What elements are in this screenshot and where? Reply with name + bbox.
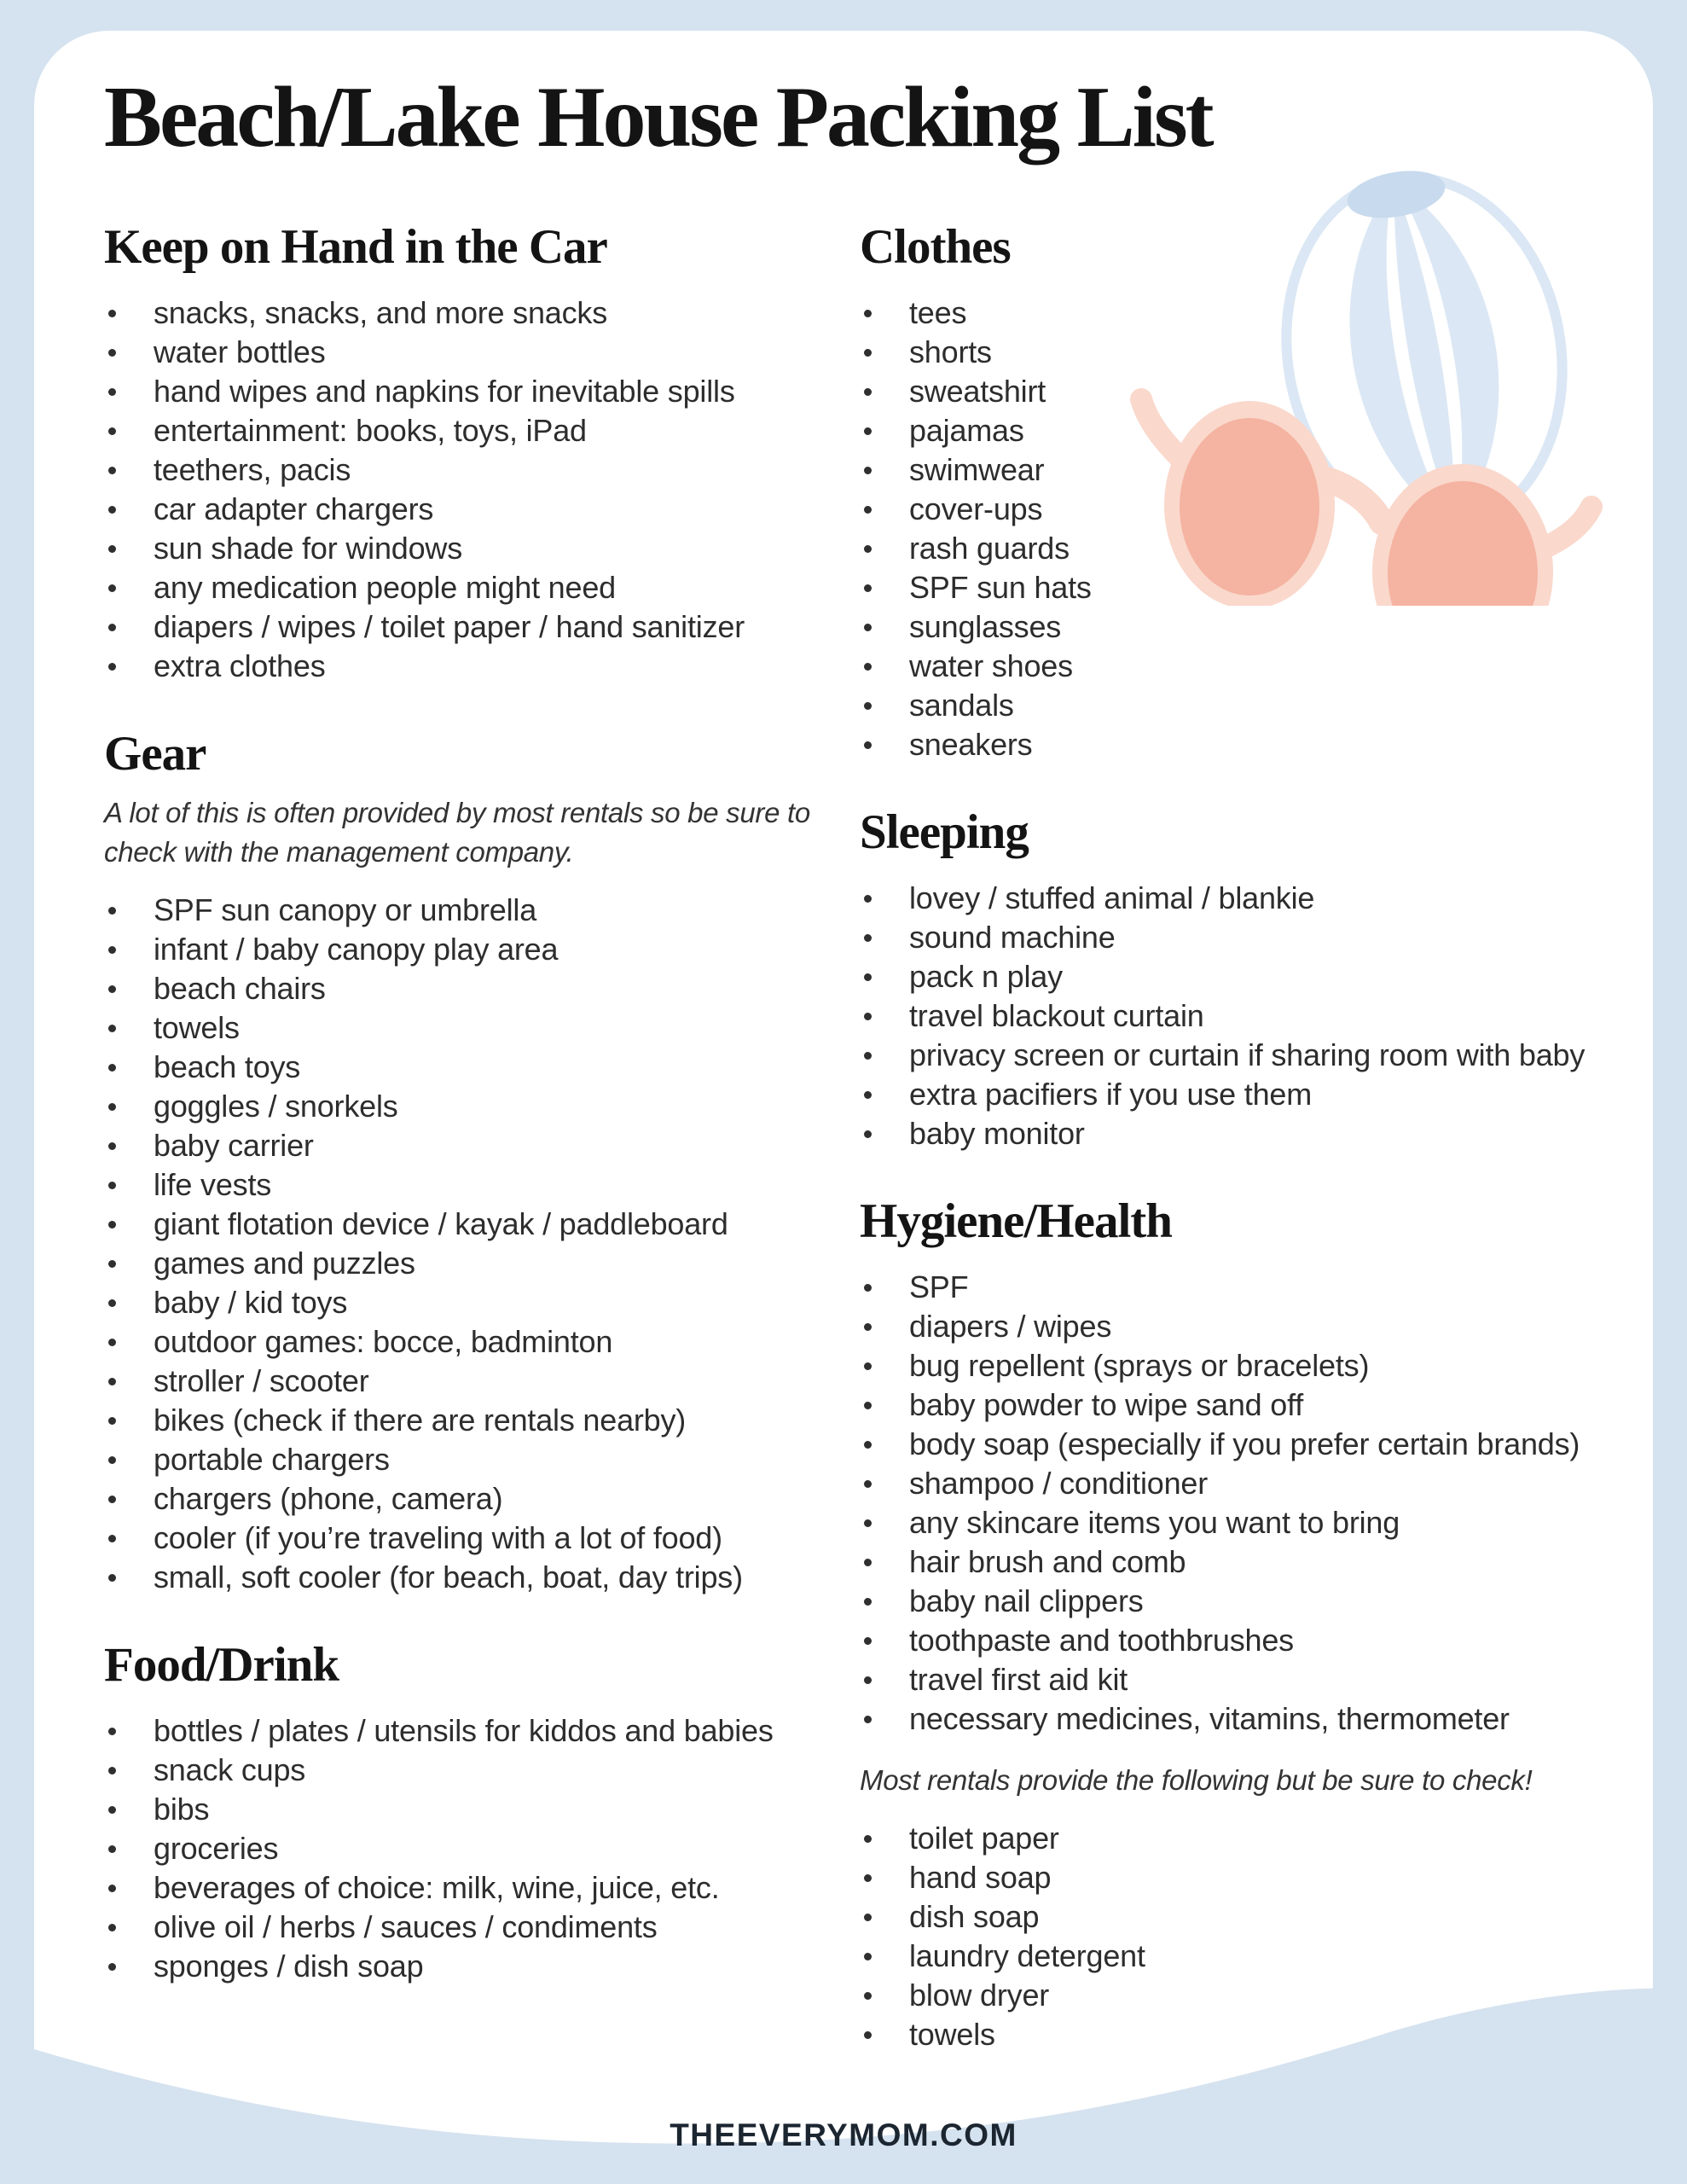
list-item: [104, 969, 844, 1008]
list-item: [860, 1036, 1636, 1075]
bullet-icon: [108, 427, 116, 435]
list-item-text: infant / baby canopy play area: [154, 932, 559, 967]
list-item-text: water bottles: [154, 334, 326, 369]
bullet-icon: [864, 624, 872, 631]
list-item: [104, 1126, 844, 1165]
bullet-icon: [864, 1284, 872, 1292]
bullet-icon: [864, 1559, 872, 1566]
bullet-icon: [108, 1221, 116, 1228]
list-item-text: shorts: [909, 334, 992, 369]
list-item-text: toothpaste and toothbrushes: [909, 1623, 1294, 1658]
page-title: Beach/Lake House Packing List: [104, 69, 1212, 166]
list-item: [860, 1542, 1636, 1582]
list-item: [860, 686, 1636, 725]
list-item-text: necessary medicines, vitamins, thermometer: [909, 1701, 1510, 1736]
bullet-icon: [108, 545, 116, 553]
bullet-icon: [864, 1402, 872, 1409]
list-item-text: travel blackout curtain: [909, 998, 1204, 1033]
bullet-icon: [108, 663, 116, 671]
list-item: [860, 879, 1636, 918]
bullet-icon: [864, 702, 872, 710]
section-heading: Clothes: [860, 220, 1011, 274]
list-item: [104, 1440, 844, 1479]
list-item: [860, 1346, 1636, 1385]
bullet-icon: [864, 1013, 872, 1020]
list-item-text: cooler (if you’re traveling with a lot of food): [154, 1520, 722, 1555]
list-item: [860, 1582, 1636, 1621]
section-note: Most rentals provide the following but be sure to check!: [860, 1764, 1533, 1796]
list-item: [104, 333, 844, 372]
bullet-icon: [864, 1441, 872, 1449]
list-item-text: travel first aid kit: [909, 1662, 1128, 1697]
list-item: [860, 333, 1636, 372]
list-item: [104, 411, 844, 450]
bullet-icon: [108, 1260, 116, 1268]
list-item-text: bottles / plates / utensils for kiddos and babies: [154, 1713, 774, 1748]
bullet-icon: [864, 467, 872, 474]
list-item-text: outdoor games: bocce, badminton: [154, 1324, 613, 1359]
bullet-icon: [108, 1496, 116, 1503]
bullet-icon: [864, 1676, 872, 1684]
list-item: [104, 930, 844, 969]
list-item-text: giant flotation device / kayak / paddleboard: [154, 1206, 728, 1241]
list-item: [104, 1048, 844, 1087]
section: [860, 805, 1636, 1153]
list-item-text: baby monitor: [909, 1116, 1085, 1151]
bullet-icon: [864, 1091, 872, 1099]
list-item-text: SPF sun canopy or umbrella: [154, 892, 537, 927]
bullet-icon: [108, 584, 116, 592]
list-item-text: baby carrier: [154, 1128, 314, 1163]
list-item: [104, 607, 844, 647]
bullet-icon: [864, 741, 872, 749]
list-item: [860, 918, 1636, 957]
list-item-text: sandals: [909, 688, 1014, 723]
bullet-icon: [864, 506, 872, 514]
list-item-text: privacy screen or curtain if sharing room with baby: [909, 1037, 1586, 1072]
list-item: [860, 1464, 1636, 1503]
bullet-icon: [108, 624, 116, 631]
bullet-icon: [864, 584, 872, 592]
bullet-icon: [108, 1535, 116, 1542]
section: [104, 220, 844, 686]
list-item: [104, 1205, 844, 1244]
section-heading: Sleeping: [860, 805, 1029, 859]
list-item: [104, 1362, 844, 1401]
bullet-icon: [108, 1339, 116, 1346]
bullet-icon: [864, 388, 872, 396]
list-item: [860, 647, 1636, 686]
list-item: [860, 1114, 1636, 1153]
list-item-text: any medication people might need: [154, 570, 616, 605]
list-item: [104, 1087, 844, 1126]
list-item-text: chargers (phone, camera): [154, 1481, 503, 1516]
list-item-text: sponges / dish soap: [154, 1949, 424, 1984]
bullet-icon: [864, 427, 872, 435]
bullet-icon: [108, 1182, 116, 1189]
list-item: [860, 607, 1636, 647]
list-item-text: any skincare items you want to bring: [909, 1505, 1400, 1540]
list-item: [860, 957, 1636, 996]
list-item: [860, 568, 1636, 607]
list-item-text: laundry detergent: [909, 1938, 1145, 1973]
list-item: [104, 293, 844, 333]
list-item-text: cover-ups: [909, 491, 1043, 526]
list-item-text: portable chargers: [154, 1442, 390, 1477]
bullet-icon: [864, 973, 872, 981]
list-item-text: lovey / stuffed animal / blankie: [909, 880, 1315, 915]
section-heading: Keep on Hand in the Car: [104, 220, 607, 274]
list-item: [104, 1283, 844, 1322]
list-item: [860, 1075, 1636, 1114]
list-item: [104, 1322, 844, 1362]
list-item-text: bug repellent (sprays or bracelets): [909, 1348, 1370, 1383]
list-item-text: tees: [909, 295, 967, 330]
bullet-icon: [108, 985, 116, 993]
bullet-icon: [108, 1456, 116, 1464]
list-item-text: body soap (especially if you prefer certain brands): [909, 1426, 1580, 1461]
list-item: [104, 891, 844, 930]
list-item-text: snacks, snacks, and more snacks: [154, 295, 608, 330]
list-item-text: bikes (check if there are rentals nearby): [154, 1403, 687, 1438]
bullet-icon: [108, 310, 116, 317]
list-item: [104, 1558, 844, 1597]
bullet-icon: [864, 545, 872, 553]
list-item: [860, 1621, 1636, 1660]
bullet-icon: [864, 934, 872, 942]
bullet-icon: [864, 1480, 872, 1488]
bullet-icon: [108, 1574, 116, 1582]
list-item: [860, 490, 1636, 529]
list-item-text: sneakers: [909, 727, 1033, 762]
list-item: [860, 996, 1636, 1036]
bullet-icon: [864, 1519, 872, 1527]
section: [104, 727, 844, 1597]
list-item: [104, 568, 844, 607]
list-item: [104, 529, 844, 568]
section: [860, 220, 1636, 764]
list-item: [860, 293, 1636, 333]
list-item-text: hand wipes and napkins for inevitable spills: [154, 374, 735, 409]
bullet-icon: [108, 506, 116, 514]
bullet-icon: [108, 1064, 116, 1072]
list-item-text: car adapter chargers: [154, 491, 434, 526]
bullet-icon: [864, 1637, 872, 1645]
list-item-text: beach chairs: [154, 971, 326, 1006]
list-item: [860, 1385, 1636, 1425]
list-item-text: extra pacifiers if you use them: [909, 1077, 1313, 1112]
bullet-icon: [864, 1323, 872, 1331]
list-item-text: beverages of choice: milk, wine, juice, etc.: [154, 1870, 720, 1905]
list-item-text: rash guards: [909, 531, 1070, 566]
section-heading: Food/Drink: [104, 1638, 339, 1692]
list-item-text: swimwear: [909, 452, 1045, 487]
list-item-text: shampoo / conditioner: [909, 1466, 1209, 1501]
list-item: [104, 450, 844, 490]
list-item-text: SPF: [909, 1269, 969, 1304]
item-list: [860, 1268, 1636, 1739]
bullet-icon: [864, 1052, 872, 1060]
list-item-text: water shoes: [909, 648, 1073, 683]
list-item-text: baby powder to wipe sand off: [909, 1387, 1304, 1422]
list-item-text: beach toys: [154, 1049, 301, 1084]
list-item-text: sound machine: [909, 920, 1116, 955]
list-item: [104, 1519, 844, 1558]
list-item-text: goggles / snorkels: [154, 1089, 398, 1124]
list-item-text: olive oil / herbs / sauces / condiments: [154, 1909, 658, 1944]
list-item: [104, 1165, 844, 1205]
section-heading: Gear: [104, 727, 206, 781]
bullet-icon: [108, 1417, 116, 1425]
list-item-text: baby nail clippers: [909, 1583, 1144, 1618]
bullet-icon: [108, 467, 116, 474]
list-item: [104, 1479, 844, 1519]
list-item-text: sun shade for windows: [154, 531, 463, 566]
bullet-icon: [108, 907, 116, 915]
item-list: [860, 293, 1636, 764]
bullet-icon: [108, 946, 116, 954]
list-item-text: stroller / scooter: [154, 1363, 369, 1398]
bullet-icon: [108, 349, 116, 357]
list-item-text: bibs: [154, 1792, 210, 1827]
list-item-text: diapers / wipes: [909, 1309, 1112, 1344]
bullet-icon: [108, 1142, 116, 1150]
bullet-icon: [108, 388, 116, 396]
list-item-text: blow dryer: [909, 1978, 1050, 2013]
list-item: [104, 647, 844, 686]
list-item-text: life vests: [154, 1167, 272, 1202]
list-item: [860, 1268, 1636, 1307]
list-item: [860, 411, 1636, 450]
section-heading: Hygiene/Health: [860, 1194, 1172, 1248]
list-item-text: toilet paper: [909, 1821, 1059, 1856]
list-item: [860, 1660, 1636, 1699]
bullet-icon: [864, 310, 872, 317]
list-item-text: baby / kid toys: [154, 1285, 348, 1320]
list-item: [860, 1307, 1636, 1346]
list-item: [860, 529, 1636, 568]
list-item-text: sweatshirt: [909, 374, 1046, 409]
list-item-text: small, soft cooler (for beach, boat, day trips): [154, 1560, 743, 1594]
bullet-icon: [864, 895, 872, 903]
item-list: [104, 891, 844, 1597]
list-item-text: groceries: [154, 1831, 279, 1866]
list-item: [104, 1008, 844, 1048]
section-note: A lot of this is often provided by most rentals so be sure to check with the management company.: [104, 797, 810, 868]
list-item-text: dish soap: [909, 1899, 1040, 1934]
list-item-text: entertainment: books, toys, iPad: [154, 413, 587, 448]
bullet-icon: [864, 663, 872, 671]
list-item: [860, 450, 1636, 490]
list-item: [104, 1401, 844, 1440]
bullet-icon: [864, 1130, 872, 1138]
list-item: [860, 1503, 1636, 1542]
list-item-text: sunglasses: [909, 609, 1062, 644]
bullet-icon: [108, 1378, 116, 1385]
footer-site-url: THEEVERYMOM.COM: [670, 2117, 1017, 2152]
bullet-icon: [864, 349, 872, 357]
list-item: [104, 1244, 844, 1283]
list-item-text: hair brush and comb: [909, 1544, 1186, 1579]
list-item-text: SPF sun hats: [909, 570, 1092, 605]
bullet-icon: [108, 1103, 116, 1111]
list-item: [860, 725, 1636, 764]
list-item: [860, 1425, 1636, 1464]
list-item-text: extra clothes: [154, 648, 326, 683]
bullet-icon: [864, 1362, 872, 1370]
item-list: [860, 879, 1636, 1153]
wave-decoration: [0, 1706, 1687, 2184]
list-item: [104, 372, 844, 411]
list-item-text: pack n play: [909, 959, 1063, 994]
list-item-text: towels: [909, 2017, 995, 2052]
list-item: [104, 490, 844, 529]
list-item-text: games and puzzles: [154, 1246, 415, 1281]
list-item-text: pajamas: [909, 413, 1024, 448]
bullet-icon: [108, 1025, 116, 1032]
list-item-text: hand soap: [909, 1860, 1052, 1895]
list-item-text: snack cups: [154, 1752, 306, 1787]
list-item-text: teethers, pacis: [154, 452, 351, 487]
list-item: [860, 372, 1636, 411]
bullet-icon: [108, 1299, 116, 1307]
list-item-text: towels: [154, 1010, 240, 1045]
item-list: [104, 293, 844, 686]
bullet-icon: [864, 1598, 872, 1606]
list-item-text: diapers / wipes / toilet paper / hand sanitizer: [154, 609, 745, 644]
